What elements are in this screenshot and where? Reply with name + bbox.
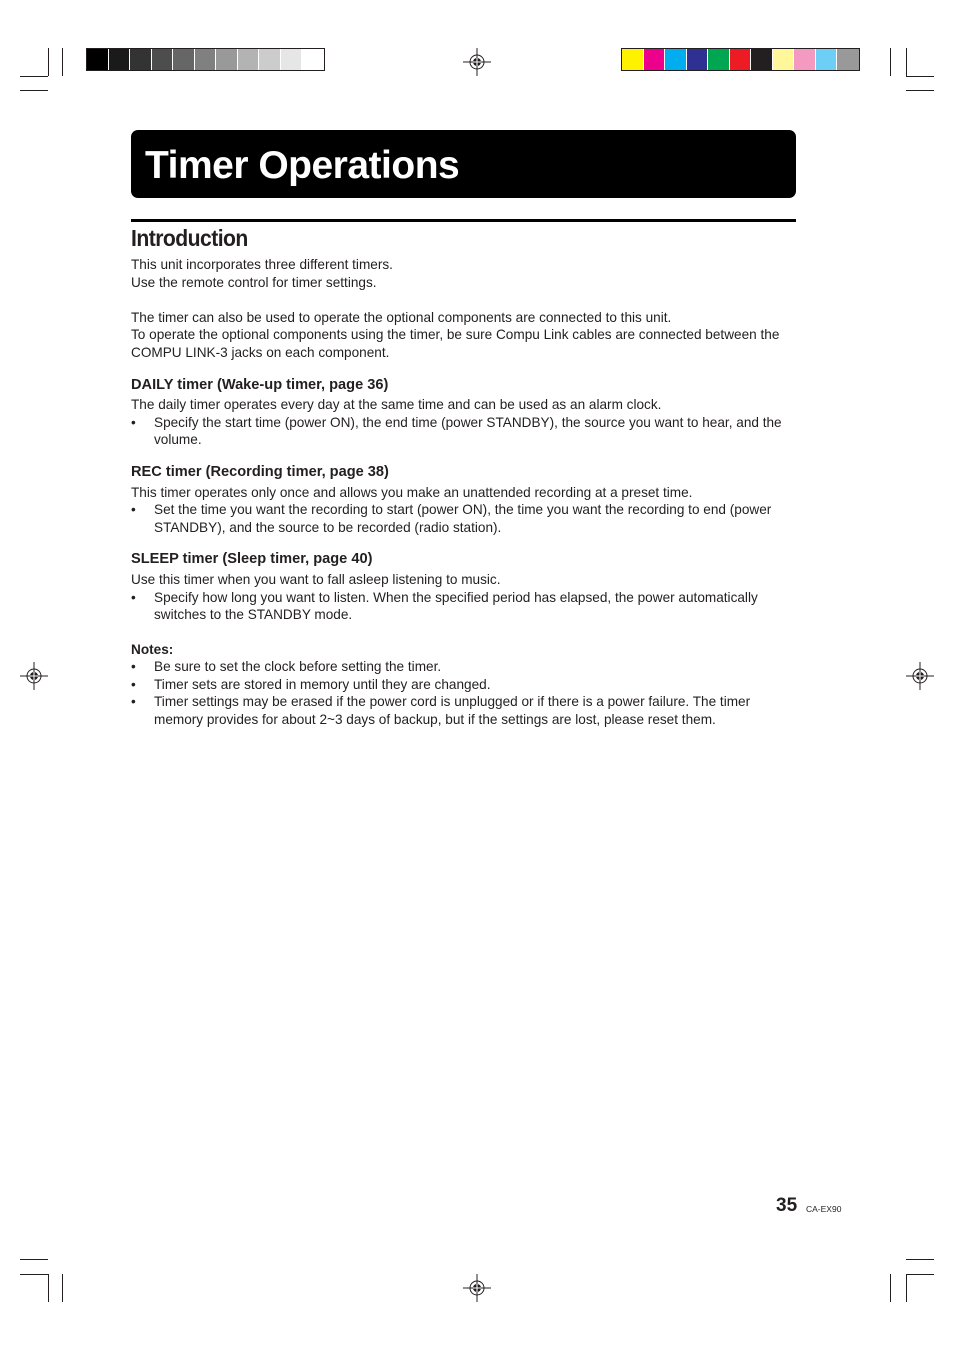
color-swatch bbox=[173, 49, 195, 70]
rec-timer-description: This timer operates only once and allows you make an unattended recording at a preset time. bbox=[131, 484, 693, 500]
page-number: 35 bbox=[776, 1195, 798, 1216]
color-swatch bbox=[687, 49, 709, 70]
color-swatch bbox=[773, 49, 795, 70]
intro-paragraph: To operate the optional components using the timer, be sure Compu Link cables are connected between the COMPU LINK-3 jacks on each component. bbox=[131, 327, 780, 360]
color-swatch bbox=[281, 49, 303, 70]
color-swatch bbox=[751, 49, 773, 70]
color-bar bbox=[621, 48, 860, 71]
crop-mark bbox=[906, 90, 934, 91]
list-item: • Set the time you want the recording to start (power ON), the time you want the recording to end (power STANDBY), and the source to be recorded (radio station). bbox=[131, 502, 772, 535]
color-swatch bbox=[644, 49, 666, 70]
color-swatch bbox=[238, 49, 260, 70]
crop-mark bbox=[890, 48, 891, 76]
crop-mark bbox=[906, 1274, 934, 1275]
color-swatch bbox=[216, 49, 238, 70]
color-swatch bbox=[195, 49, 217, 70]
color-swatch bbox=[794, 49, 816, 70]
list-item: • Be sure to set the clock before setting the timer. bbox=[131, 659, 442, 675]
bullet-icon: • bbox=[131, 676, 136, 692]
notes-label: Notes: bbox=[131, 641, 174, 657]
intro-paragraph: Use the remote control for timer settings. bbox=[131, 274, 377, 290]
color-swatch bbox=[622, 49, 644, 70]
color-swatch bbox=[665, 49, 687, 70]
list-item: • Timer sets are stored in memory until they are changed. bbox=[131, 676, 491, 692]
bullet-icon: • bbox=[131, 414, 136, 430]
color-swatch bbox=[708, 49, 730, 70]
registration-mark-icon bbox=[906, 662, 934, 690]
crop-mark bbox=[62, 48, 63, 76]
color-swatch bbox=[152, 49, 174, 70]
color-swatch bbox=[816, 49, 838, 70]
section-heading: Introduction bbox=[131, 225, 248, 251]
list-item: • Specify the start time (power ON), the end time (power STANDBY), the source you want to hear, and the volume. bbox=[131, 414, 782, 448]
bullet-icon: • bbox=[131, 659, 136, 675]
color-swatch bbox=[259, 49, 281, 70]
crop-mark bbox=[62, 1274, 63, 1302]
crop-mark bbox=[906, 76, 934, 77]
registration-mark-icon bbox=[20, 662, 48, 690]
section-divider bbox=[131, 219, 796, 222]
list-item: • Specify how long you want to listen. When the specified period has elapsed, the power automatically switches to the STANDBY mode. bbox=[131, 589, 758, 623]
list-item: • Timer settings may be erased if the power cord is unplugged or if there is a power failure. The timer memory provides for about 2~3 days of backup, but if the settings are lost, please reset them. bbox=[131, 694, 751, 728]
title-banner bbox=[131, 130, 796, 198]
intro-paragraph: This unit incorporates three different timers. bbox=[131, 257, 393, 272]
crop-mark bbox=[48, 1274, 49, 1302]
color-swatch bbox=[109, 49, 131, 70]
crop-mark bbox=[20, 1259, 48, 1260]
daily-timer-description: The daily timer operates every day at the same time and can be used as an alarm clock. bbox=[131, 397, 662, 413]
crop-mark bbox=[906, 48, 907, 76]
daily-timer-heading: DAILY timer (Wake-up timer, page 36) bbox=[131, 376, 389, 393]
crop-mark bbox=[20, 76, 48, 77]
color-swatch bbox=[730, 49, 752, 70]
crop-mark bbox=[890, 1274, 891, 1302]
crop-mark bbox=[48, 48, 49, 76]
crop-mark bbox=[20, 90, 48, 91]
color-swatch bbox=[302, 49, 324, 70]
bullet-icon: • bbox=[131, 502, 136, 518]
sleep-timer-description: Use this timer when you want to fall asleep listening to music. bbox=[131, 571, 501, 587]
page-title: Timer Operations bbox=[145, 144, 460, 187]
bullet-icon: • bbox=[131, 694, 136, 710]
intro-paragraph: The timer can also be used to operate the optional components are connected to this unit. bbox=[131, 309, 672, 325]
bullet-icon: • bbox=[131, 589, 136, 605]
rec-timer-heading: REC timer (Recording timer, page 38) bbox=[131, 463, 389, 480]
crop-mark bbox=[906, 1274, 907, 1302]
crop-mark bbox=[906, 1259, 934, 1260]
crop-mark bbox=[20, 1274, 48, 1275]
registration-mark-icon bbox=[463, 1274, 491, 1302]
sleep-timer-heading: SLEEP timer (Sleep timer, page 40) bbox=[131, 551, 373, 568]
color-swatch bbox=[87, 49, 109, 70]
grayscale-bar bbox=[86, 48, 325, 71]
registration-mark-icon bbox=[463, 48, 491, 76]
main-content bbox=[131, 256, 796, 729]
model-number: CA-EX90 bbox=[806, 1204, 842, 1214]
color-swatch bbox=[837, 49, 859, 70]
color-swatch bbox=[130, 49, 152, 70]
